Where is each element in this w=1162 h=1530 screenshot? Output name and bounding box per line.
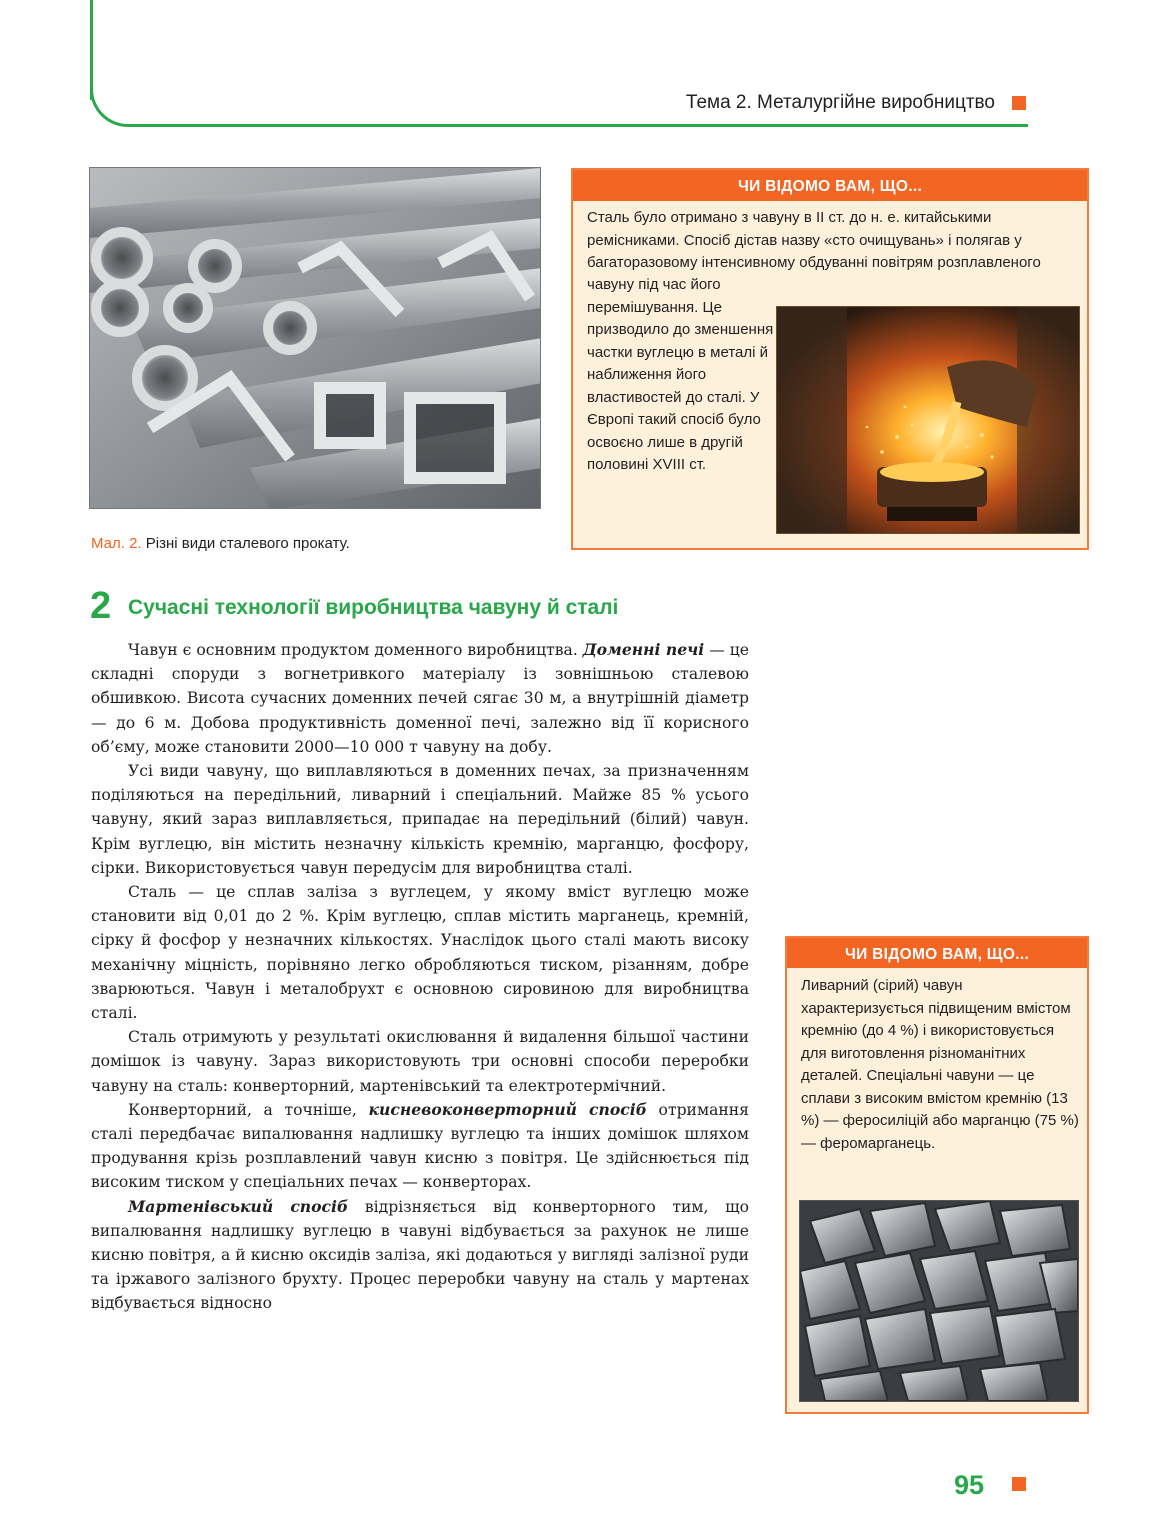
paragraph-4: Сталь отримують у результаті окислювання й видалення більшої частини домішок із чавуну. Зараз використовують три основні способи переробки чавуну на сталь: конверторний, мартенівський та електротермічний. — [91, 1028, 749, 1095]
section-title: Сучасні технології виробництва чавуну й сталі — [128, 596, 619, 619]
info-box-cast-iron — [785, 936, 1089, 1414]
paragraph-2: Усі види чавуну, що виплавляються в доменних печах, за призначенням поділяються на передільний, ливарний і спеціальний. Майже 85 % усього чавуну, який зараз виплавляється, припадає на передільний (білий) чавун. Крім вуглецю, він містить незначну кількість кремнію, марганцю, фосфору, сірки. Використовується чавун передусім для виробництва сталі. — [91, 762, 749, 877]
running-header-title: Тема 2. Металургійне виробництво — [685, 92, 995, 113]
term-open-hearth: Мартенівський спосіб — [128, 1196, 349, 1216]
info-box-text-left: чавуну під час його перемішування. Це призводило до зменшення частки вуглецю в металі й наближення його властивостей до сталі. У Європі такий спосіб було освоєно лише в другій половині XVIII ст. — [587, 276, 774, 473]
paragraph-1-text-a: Чавун є основним продуктом доменного виробництва. — [128, 641, 583, 659]
header-marker-square — [1012, 96, 1026, 110]
info-box-history — [571, 168, 1089, 550]
ferroalloy-lumps-illustration — [800, 1201, 1078, 1401]
page-number: 95 — [954, 1470, 985, 1500]
ferroalloy-photo — [799, 1200, 1079, 1402]
section-number: 2 — [90, 585, 112, 627]
paragraph-1-text-b: — це складні споруди з вогнетривкого матеріалу із зовнішньою сталевою обшивкою. Висота сучасних доменних печей сягає 30 м, а внутрішній діаметр — до 6 м. Добова продуктивність доменної печі, залежно від її корисного об’єму, може становити 2000—10 000 т чавуну на добу. — [91, 641, 750, 756]
header-rule-horizontal — [128, 124, 1028, 127]
body-text — [91, 638, 749, 1316]
term-blast-furnaces: Доменні печі — [582, 640, 705, 659]
paragraph-6 — [91, 1195, 749, 1316]
figure-caption — [91, 535, 350, 552]
figure-caption-text: Різні види сталевого прокату. — [145, 535, 350, 552]
info-box-title: ЧИ ВІДОМО ВАМ, ЩО... — [573, 170, 1087, 201]
paragraph-5-text-a: Конверторний, а точніше, — [128, 1100, 369, 1119]
figure-label: Мал. 2. — [91, 535, 142, 552]
term-oxygen-converter: кисневоконверторний спосіб — [368, 1099, 647, 1119]
molten-steel-illustration — [777, 307, 1079, 533]
paragraph-5-text-b: отримання сталі передбачає випалювання надлишку вуглецю та інших домішок шляхом продування крізь розплавлений чавун кисню з повітря. Це здійснюється під високим тиском у спеціальних печах — конверторах. — [91, 1100, 749, 1192]
paragraph-1 — [91, 638, 749, 759]
header-rule-corner — [90, 82, 130, 127]
steel-profiles-illustration — [90, 168, 541, 509]
paragraph-6-text-b: відрізняється від конверторного тим, що випалювання надлишку вуглецю в чавуні відбувається за рахунок не лише кисню повітря, а й кисню оксидів заліза, які додаються у вигляді залізної руди та іржавого залізного брухту. Процес переробки чавуну на сталь у мартенах відбувається відносно — [91, 1197, 749, 1313]
paragraph-3: Сталь — це сплав заліза з вуглецем, у якому вміст вуглецю може становити від 0,01 до 2 %. Крім вуглецю, сплав містить марганець, кремній, сірку й фосфор у незначних кількостях. Унаслідок цього сталі мають високу механічну міцність, порівняно легко обробляються тиском, різанням, добре зварюються. Чавун і металобрухт є основною сировиною для виробництва сталі. — [91, 883, 749, 1023]
steel-casting-photo — [776, 306, 1080, 534]
page-number-marker-square — [1012, 1477, 1026, 1491]
info-box-text-top: Сталь було отримано з чавуну в ІІ ст. до н. е. китайськими ремісниками. Спосіб дістав назву «сто очищувань» і полягав у багаторазовому інтенсивному обдуванні повітрям розплавленого — [587, 209, 1041, 271]
paragraph-5 — [91, 1098, 749, 1195]
figure-steel-profiles — [89, 167, 541, 509]
info-box-title: ЧИ ВІДОМО ВАМ, ЩО... — [787, 938, 1087, 968]
info-box-text: Ливарний (сірий) чавун характеризується підвищеним вмістом кремнію (до 4 %) і використовується для виготовлення різноманітних деталей. Спеціальні чавуни — це сплави з високим вмістом кремнію (13 %) — феросиліцій або марганцю (75 %) — феромарганець. — [801, 977, 1079, 1152]
